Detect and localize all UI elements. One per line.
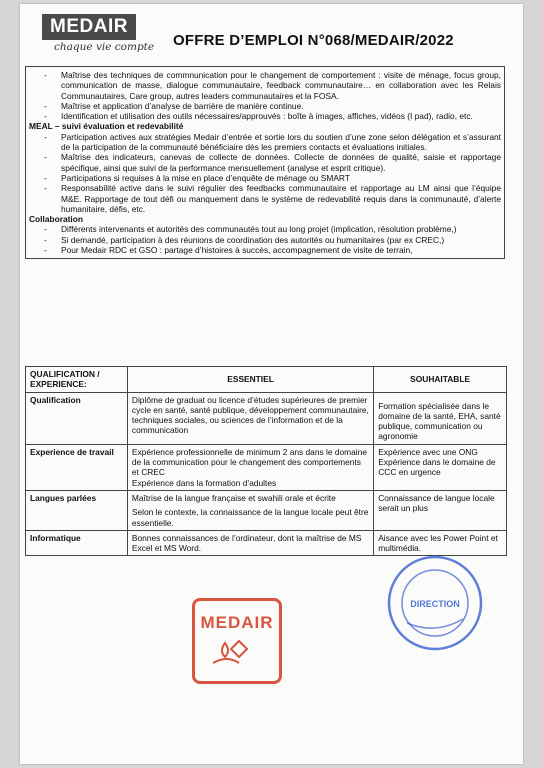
list-item: - Si demandé, participation à des réunions de coordination des autorités ou humanitaires (par ex CREC,)	[26, 235, 501, 245]
list-item: - Identification et utilisation des outils nécessaires/approuvés : boîte à images, affiches, vidéos (I pad), radio, etc.	[26, 111, 501, 121]
collaboration-list	[26, 224, 501, 255]
col-header-essential: ESSENTIEL	[127, 367, 373, 393]
essential-cell: Expérience professionnelle de minimum 2 ans dans le domaine de la communication pour le changement des comportements et CREC Expérience dans la formation d’adultes	[127, 444, 373, 490]
responsibilities-frame	[25, 66, 505, 259]
list-item: - Responsabilité active dans le suivi régulier des feedbacks communautaire et rapportage au LM ainsi que l’équipe M&E. Rapportage de tout défi ou manquement dans le système de redevabilité requis dans la communauté, d’alerte humanitaire, défis, etc.	[26, 183, 501, 214]
blue-official-seal	[385, 553, 485, 653]
list-item: - Pour Medair RDC et GSO : partage d’histoires à succès, accompagnement de visite de terrain,	[26, 245, 501, 255]
essential-cell: Bonnes connaissances de l’ordinateur, dont la maîtrise de MS Excel et MS Word.	[127, 530, 373, 556]
medair-red-stamp: MEDAIR	[192, 598, 282, 684]
list-item: - Différents intervenants et autorités des communautés tout au long projet (implication, résolution problème,)	[26, 224, 501, 234]
meal-heading: MEAL – suivi évaluation et redevabilité	[29, 121, 184, 132]
desirable-cell: Formation spécialisée dans le domaine de la santé, EHA, santé publique, communication ou agronomie	[374, 392, 507, 444]
logo-tagline: chaque vie compte	[54, 41, 155, 53]
desirable-cell: Expérience avec une ONG Expérience dans le domaine de CCC en urgence	[374, 444, 507, 490]
document-title: OFFRE D’EMPLOI N°068/MEDAIR/2022	[173, 32, 454, 49]
col-header-qualification: QUALIFICATION / EXPERIENCE:	[26, 367, 128, 393]
row-label: Langues parlées	[26, 490, 128, 530]
qualification-table	[25, 366, 507, 556]
desirable-cell: Connaissance de langue locale serait un plus	[374, 490, 507, 530]
desirable-cell: Aisance avec les Power Point et multimédia.	[374, 530, 507, 556]
table-row	[26, 392, 507, 444]
table-row	[26, 490, 507, 530]
meal-list	[26, 132, 501, 214]
col-header-desirable: SOUHAITABLE	[374, 367, 507, 393]
svg-text:DIRECTION: DIRECTION	[410, 599, 460, 609]
essential-cell: Maîtrise de la langue française et swahili orale et écrite Selon le contexte, la connaissance de la langue locale peut être essentielle.	[127, 490, 373, 530]
responsibilities-section	[25, 66, 505, 259]
list-item: - Participations si requises à la mise en place d’enquête de ménage ou SMART	[26, 173, 501, 183]
list-item: - Maîtrise des indicateurs, canevas de collecte de données. Collecte de données de qualité, saisie et rapportage spécifique, ainsi que suivi de la performance mensuellement (analyse et esprit critique).	[26, 152, 501, 173]
list-item: - Participation actives aux stratégies Medair d’entrée et sortie lors du soutien d’une zone selon délégation et s’assurant de la participation de la communauté bénéficiaire dès les premiers contacts et évaluations initiales.	[26, 132, 501, 153]
medair-logo	[42, 14, 154, 53]
logo-wordmark: MEDAIR	[42, 14, 136, 40]
top-list	[26, 70, 501, 121]
list-item: - Maîtrise des techniques de commnunication pour le changement de comportement : visite de ménage, focus group, communication de masse, dialogue communautaire, feedback communautaire… en collaboration avec les Relais Communautaires, Care group, autres leaders communautaires et la FOSA.	[26, 70, 501, 101]
table-header-row	[26, 367, 507, 393]
stamp-hands-icon	[195, 633, 279, 673]
collaboration-heading: Collaboration	[29, 214, 83, 225]
essential-cell: Diplôme de graduat ou licence d’études supérieures de premier cycle en santé, santé publique, développement communautaire, techniques sociales, ou sciences de l’information et de la communication	[127, 392, 373, 444]
list-item: - Maîtrise et application d’analyse de barrière de manière continue.	[26, 101, 501, 111]
row-label: Experience de travail	[26, 444, 128, 490]
row-label: Qualification	[26, 392, 128, 444]
row-label: Informatique	[26, 530, 128, 556]
table-row	[26, 444, 507, 490]
